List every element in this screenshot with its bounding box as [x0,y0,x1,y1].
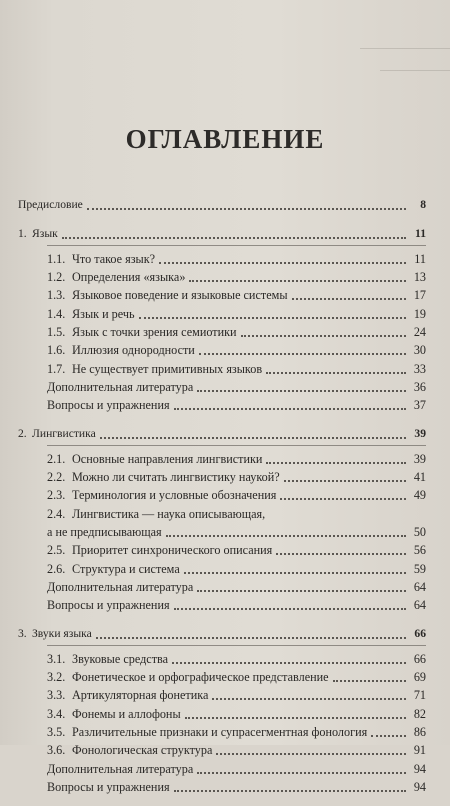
entry-label: Дополнительная литература [47,761,194,776]
toc-chapter [18,624,426,642]
entry-page: 64 [413,579,426,594]
entry-label: Артикуляторная фонетика [72,688,209,703]
entry-page: 82 [413,706,426,721]
leader-dots [199,343,406,355]
entry-page: 17 [413,288,426,303]
table-of-contents [18,196,426,806]
entry-page: 64 [413,598,426,613]
entry-page: 13 [413,270,426,285]
leader-dots [96,627,406,639]
toc-entry [18,759,426,777]
entry-number: 3.5. [47,725,66,740]
toc-entry [18,359,426,377]
entry-label: Фонемы и аллофоны [72,706,181,721]
entry-number: 2.5. [47,543,66,558]
leader-dots [189,270,406,282]
leader-dots [174,398,406,410]
leader-dots [184,562,406,574]
leader-dots [269,509,422,519]
entry-page: 71 [413,688,426,703]
leader-dots [266,452,406,464]
leader-dots [174,598,406,610]
entry-page: 39 [413,451,426,466]
entry-number: 3.4. [47,706,66,721]
entry-number: 1.6. [47,343,66,358]
toc-entry [18,741,426,759]
toc-entry [18,504,426,522]
leader-dots [212,688,406,700]
entry-number: 1.2. [47,270,66,285]
entry-page: 59 [413,561,426,576]
leader-dots [139,307,406,319]
entry-number: 1.4. [47,306,66,321]
chapter-number: 3. [18,626,27,640]
leader-dots [284,470,406,482]
leader-dots [100,427,406,439]
leader-dots [197,380,406,392]
chapter-title: Язык [32,226,58,240]
toc-entry [18,778,426,796]
entry-number: 2.1. [47,451,66,466]
entry-label: Язык и речь [72,306,135,321]
entry-page: 91 [413,743,426,758]
entry-label: Можно ли считать лингвистику наукой? [72,470,280,485]
entry-number: 1.5. [47,325,66,340]
toc-chapter [18,224,426,242]
entry-number: 3.3. [47,688,66,703]
toc-entry [18,268,426,286]
entry-label: Фонологическая структура [72,743,213,758]
leader-dots [292,288,406,300]
chapter-number: 2. [18,426,27,440]
toc-entry [18,304,426,322]
toc-entry-continuation [18,523,426,541]
entry-number: 3.2. [47,670,66,685]
entry-page: 94 [413,779,426,794]
entry-page: 56 [413,543,426,558]
entry-label: Языковое поведение и языковые системы [72,288,288,303]
leader-dots [333,670,406,682]
entry-label: Терминология и условные обозначения [72,488,277,503]
leader-dots [87,198,406,210]
chapter-rule [47,445,426,446]
entry-page: 33 [413,361,426,376]
entry-label: Язык с точки зрения семиотики [72,325,237,340]
toc-entry [18,686,426,704]
entry-page: 36 [413,379,426,394]
page-title: ОГЛАВЛЕНИЕ [125,124,325,154]
leader-dots [174,780,406,792]
entry-page: 19 [413,306,426,321]
toc-entry [18,396,426,414]
entry-number: 2.3. [47,488,66,503]
chapter-number: 1. [18,226,27,240]
toc-entry [18,341,426,359]
entry-label: Дополнительная литература [47,379,194,394]
chapter-page: 11 [415,226,426,240]
leader-dots [172,652,406,664]
entry-page: 49 [413,488,426,503]
entry-number: 2.2. [47,470,66,485]
toc-entry [18,286,426,304]
chapter-page: 39 [414,426,426,440]
entry-label: Звуковые средства [72,651,169,666]
leader-dots [62,227,406,239]
entry-label: Приоритет синхронического описания [72,543,273,558]
toc-entry [18,468,426,486]
entry-page: 37 [413,398,426,413]
toc-preface [18,196,426,214]
toc-entry [18,250,426,268]
leader-dots [166,525,406,537]
toc-entry [18,578,426,596]
preface-label: Предисловие [18,198,83,212]
entry-number: 1.7. [47,361,66,376]
toc-entry [18,323,426,341]
entry-label: Определения «языка» [72,270,186,285]
entry-page: 69 [413,670,426,685]
toc-chapter [18,424,426,442]
entry-number: 3.6. [47,743,66,758]
toc-entry [18,559,426,577]
leader-dots [266,362,406,374]
chapters-list [18,224,426,806]
entry-page: 30 [413,343,426,358]
toc-entry [18,596,426,614]
preface-page: 8 [420,198,426,212]
chapter-title: Лингвистика [32,426,96,440]
entry-label: Вопросы и упражнения [47,398,170,413]
leader-dots [241,325,406,337]
chapter-rule [47,245,426,246]
entry-label: Не существует примитивных языков [72,361,263,376]
leader-dots [159,252,406,264]
leader-dots [280,488,406,500]
chapter-title: Звуки языка [32,626,92,640]
entry-page: 86 [413,725,426,740]
entry-label-continuation: а не предписывающая [47,525,162,540]
toc-entry [18,541,426,559]
entry-page: 24 [413,325,426,340]
bleed-through-line [380,70,450,71]
entry-label: Дополнительная литература [47,579,194,594]
bleed-through-line [360,48,450,49]
entry-number: 3.1. [47,651,66,666]
leader-dots [371,725,406,737]
entry-label: Различительные признаки и супрасегментная фонология [72,725,368,740]
entry-number: 2.4. [47,506,66,521]
leader-dots [185,707,406,719]
toc-entry [18,723,426,741]
leader-dots [276,543,406,555]
entry-page: 11 [414,251,426,266]
leader-dots [197,762,406,774]
entry-label: Вопросы и упражнения [47,779,170,794]
entry-page: 50 [413,525,426,540]
toc-entry [18,378,426,396]
entry-page: 41 [413,470,426,485]
chapter-rule [47,645,426,646]
entry-label: Фонетическое и орфографическое представление [72,670,329,685]
leader-dots [216,743,406,755]
entry-number: 2.6. [47,561,66,576]
entry-label: Основные направления лингвистики [72,451,263,466]
entry-page: 94 [413,761,426,776]
entry-page: 66 [413,651,426,666]
entry-label: Лингвистика — наука описывающая, [72,506,266,521]
entry-label: Вопросы и упражнения [47,598,170,613]
entry-label: Структура и система [72,561,180,576]
entry-label: Что такое язык? [72,251,156,266]
leader-dots [197,580,406,592]
entry-number: 1.1. [47,251,66,266]
toc-entry [18,450,426,468]
entry-label: Иллюзия однородности [72,343,195,358]
toc-entry [18,668,426,686]
toc-entry [18,486,426,504]
toc-entry [18,650,426,668]
entry-number: 1.3. [47,288,66,303]
chapter-page: 66 [414,626,426,640]
toc-entry [18,704,426,722]
